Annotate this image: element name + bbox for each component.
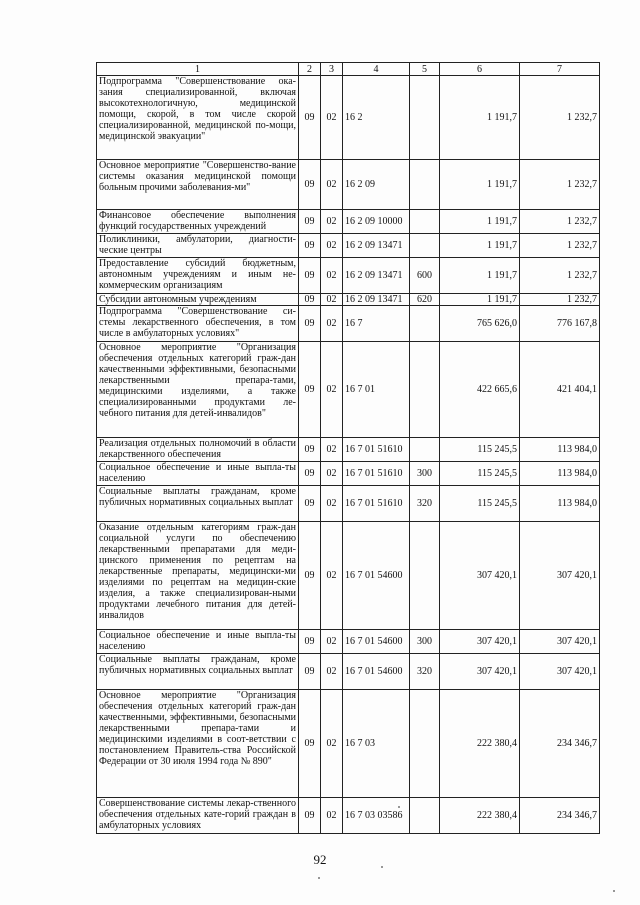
row-value-cell: 02 (321, 798, 343, 834)
row-value-cell: 1 232,7 (520, 258, 600, 294)
header-cell: 2 (299, 63, 321, 76)
row-value-cell: 16 2 (343, 76, 410, 160)
row-name-cell: Реализация отдельных полномочий в области лекарственного обеспечения (97, 438, 299, 462)
row-value-cell: 307 420,1 (520, 630, 600, 654)
row-value-cell: 300 (410, 630, 440, 654)
row-value-cell: 02 (321, 654, 343, 690)
row-value-cell: 113 984,0 (520, 438, 600, 462)
row-name-cell: Основное мероприятие "Организация обеспечения отдельных категорий граж-дан качественными эффективными, безопасными лекарственными препара-тами, медицинскими изделиями, а также специализированными продуктами ле-чебного питания для детей-инвалидов" (97, 342, 299, 438)
row-value-cell: 09 (299, 306, 321, 342)
row-value-cell: 09 (299, 76, 321, 160)
row-value-cell: 09 (299, 798, 321, 834)
scan-speck (318, 877, 320, 879)
row-name-cell: Социальные выплаты гражданам, кроме публичных нормативных социальных выплат (97, 654, 299, 690)
row-value-cell: 02 (321, 294, 343, 306)
row-value-cell: 16 2 09 13471 (343, 294, 410, 306)
row-value-cell: 02 (321, 342, 343, 438)
row-value-cell: 16 7 01 (343, 342, 410, 438)
row-value-cell: 113 984,0 (520, 462, 600, 486)
row-value-cell (410, 76, 440, 160)
row-value-cell (410, 160, 440, 210)
table-row (97, 690, 600, 798)
row-value-cell: 09 (299, 486, 321, 522)
row-value-cell: 09 (299, 462, 321, 486)
row-value-cell: 1 191,7 (440, 76, 520, 160)
row-value-cell: 776 167,8 (520, 306, 600, 342)
row-name-cell: Основное мероприятие "Совершенство-вание системы оказания медицинской помощи больным прочими заболевания-ми" (97, 160, 299, 210)
table-row (97, 76, 600, 160)
row-value-cell: 02 (321, 160, 343, 210)
row-value-cell: 16 7 03 (343, 690, 410, 798)
row-name-cell: Предоставление субсидий бюджетным, автономным учреждениям и иным не-коммерческим организациям (97, 258, 299, 294)
scan-speck (398, 806, 400, 808)
row-value-cell: 09 (299, 654, 321, 690)
table-row (97, 654, 600, 690)
row-value-cell: 1 232,7 (520, 234, 600, 258)
row-name-cell: Социальное обеспечение и иные выпла-ты населению (97, 630, 299, 654)
table-row (97, 160, 600, 210)
row-value-cell: 16 7 03 03586 (343, 798, 410, 834)
row-value-cell: 09 (299, 690, 321, 798)
row-value-cell: 16 7 01 54600 (343, 654, 410, 690)
row-value-cell: 1 232,7 (520, 210, 600, 234)
row-value-cell: 422 665,6 (440, 342, 520, 438)
row-value-cell: 09 (299, 210, 321, 234)
row-value-cell: 09 (299, 522, 321, 630)
row-value-cell: 320 (410, 486, 440, 522)
row-value-cell: 1 191,7 (440, 258, 520, 294)
row-value-cell: 02 (321, 690, 343, 798)
row-value-cell: 1 232,7 (520, 160, 600, 210)
row-value-cell: 02 (321, 462, 343, 486)
row-value-cell (410, 234, 440, 258)
scan-speck (381, 866, 383, 868)
row-name-cell: Финансовое обеспечение выполнения функций государственных учреждений (97, 210, 299, 234)
row-value-cell: 02 (321, 76, 343, 160)
row-name-cell: Поликлиники, амбулатории, диагности-ческие центры (97, 234, 299, 258)
table-row (97, 258, 600, 294)
budget-table (96, 62, 600, 834)
row-value-cell: 234 346,7 (520, 798, 600, 834)
row-value-cell: 115 245,5 (440, 486, 520, 522)
row-value-cell: 02 (321, 306, 343, 342)
table-row (97, 522, 600, 630)
row-value-cell: 1 191,7 (440, 160, 520, 210)
row-value-cell: 09 (299, 160, 321, 210)
row-value-cell (410, 306, 440, 342)
row-value-cell: 02 (321, 486, 343, 522)
row-name-cell: Основное мероприятие "Организация обеспечения отдельных категорий граж-дан качественными, эффективными, безопасными лекарственными препара-тами и медицинскими изделиями в соот-ветствии с постановлением Правитель-ства Российской Федерации от 30 июля 1994 года № 890" (97, 690, 299, 798)
row-value-cell: 16 7 01 54600 (343, 630, 410, 654)
row-value-cell: 222 380,4 (440, 690, 520, 798)
row-value-cell (410, 210, 440, 234)
row-value-cell: 320 (410, 654, 440, 690)
table-row (97, 306, 600, 342)
row-name-cell: Субсидии автономным учреждениям (97, 294, 299, 306)
row-value-cell: 09 (299, 630, 321, 654)
row-name-cell: Оказание отдельным категориям граж-дан социальной услуги по обеспечению лекарственными препаратами для меди-цинского применения по рецептам на лекарственные препараты, медицински-ми изделиями по рецептам на медицин-ские изделия, а также специализирован-ными продуктами лечебного питания для детей-инвалидов (97, 522, 299, 630)
header-cell: 4 (343, 63, 410, 76)
row-value-cell: 16 7 01 51610 (343, 486, 410, 522)
row-value-cell (410, 342, 440, 438)
row-value-cell: 307 420,1 (440, 522, 520, 630)
row-value-cell: 222 380,4 (440, 798, 520, 834)
header-cell: 7 (520, 63, 600, 76)
row-value-cell: 16 7 (343, 306, 410, 342)
row-value-cell: 09 (299, 234, 321, 258)
row-value-cell: 1 191,7 (440, 294, 520, 306)
row-value-cell: 02 (321, 438, 343, 462)
row-value-cell (410, 438, 440, 462)
row-value-cell: 09 (299, 258, 321, 294)
row-value-cell: 300 (410, 462, 440, 486)
row-value-cell: 16 2 09 13471 (343, 258, 410, 294)
row-value-cell: 307 420,1 (440, 630, 520, 654)
row-name-cell: Социальные выплаты гражданам, кроме публичных нормативных социальных выплат (97, 486, 299, 522)
table-row (97, 438, 600, 462)
row-value-cell: 1 232,7 (520, 294, 600, 306)
row-value-cell: 1 191,7 (440, 234, 520, 258)
scan-speck (613, 890, 615, 892)
row-value-cell: 16 7 01 51610 (343, 462, 410, 486)
row-value-cell: 765 626,0 (440, 306, 520, 342)
row-name-cell: Подпрограмма "Совершенствование ока-зания специализированной, включая высокотехнологичную, медицинской помощи, скорой, в том числе скорой специализированной, медицинской по-мощи, медицинской эвакуации" (97, 76, 299, 160)
row-value-cell (410, 522, 440, 630)
row-value-cell: 113 984,0 (520, 486, 600, 522)
row-value-cell: 115 245,5 (440, 462, 520, 486)
row-value-cell: 09 (299, 294, 321, 306)
table-row (97, 294, 600, 306)
row-value-cell (410, 798, 440, 834)
header-cell: 6 (440, 63, 520, 76)
table-row (97, 462, 600, 486)
row-value-cell: 16 7 01 54600 (343, 522, 410, 630)
table-header-row (97, 63, 600, 76)
row-value-cell: 16 7 01 51610 (343, 438, 410, 462)
table-row (97, 798, 600, 834)
table-row (97, 630, 600, 654)
row-value-cell: 02 (321, 630, 343, 654)
header-cell: 1 (97, 63, 299, 76)
row-value-cell: 1 191,7 (440, 210, 520, 234)
row-value-cell (410, 690, 440, 798)
table-row (97, 342, 600, 438)
row-value-cell: 16 2 09 10000 (343, 210, 410, 234)
row-value-cell: 16 2 09 13471 (343, 234, 410, 258)
row-name-cell: Совершенствование системы лекар-ственного обеспечения отдельных кате-горий граждан в амбулаторных условиях (97, 798, 299, 834)
row-name-cell: Социальное обеспечение и иные выпла-ты населению (97, 462, 299, 486)
row-value-cell: 421 404,1 (520, 342, 600, 438)
row-value-cell: 09 (299, 342, 321, 438)
row-value-cell: 02 (321, 234, 343, 258)
row-value-cell: 600 (410, 258, 440, 294)
row-value-cell: 02 (321, 258, 343, 294)
header-cell: 3 (321, 63, 343, 76)
row-value-cell: 234 346,7 (520, 690, 600, 798)
page-number: 92 (313, 852, 327, 867)
header-cell: 5 (410, 63, 440, 76)
row-value-cell: 620 (410, 294, 440, 306)
row-value-cell: 307 420,1 (440, 654, 520, 690)
table-row (97, 234, 600, 258)
row-name-cell: Подпрограмма "Совершенствование си-стемы лекарственного обеспечения, в том числе в амбулаторных условиях" (97, 306, 299, 342)
row-value-cell: 115 245,5 (440, 438, 520, 462)
table-row (97, 210, 600, 234)
row-value-cell: 02 (321, 210, 343, 234)
row-value-cell: 307 420,1 (520, 654, 600, 690)
row-value-cell: 1 232,7 (520, 76, 600, 160)
row-value-cell: 02 (321, 522, 343, 630)
row-value-cell: 307 420,1 (520, 522, 600, 630)
row-value-cell: 09 (299, 438, 321, 462)
table-row (97, 486, 600, 522)
row-value-cell: 16 2 09 (343, 160, 410, 210)
